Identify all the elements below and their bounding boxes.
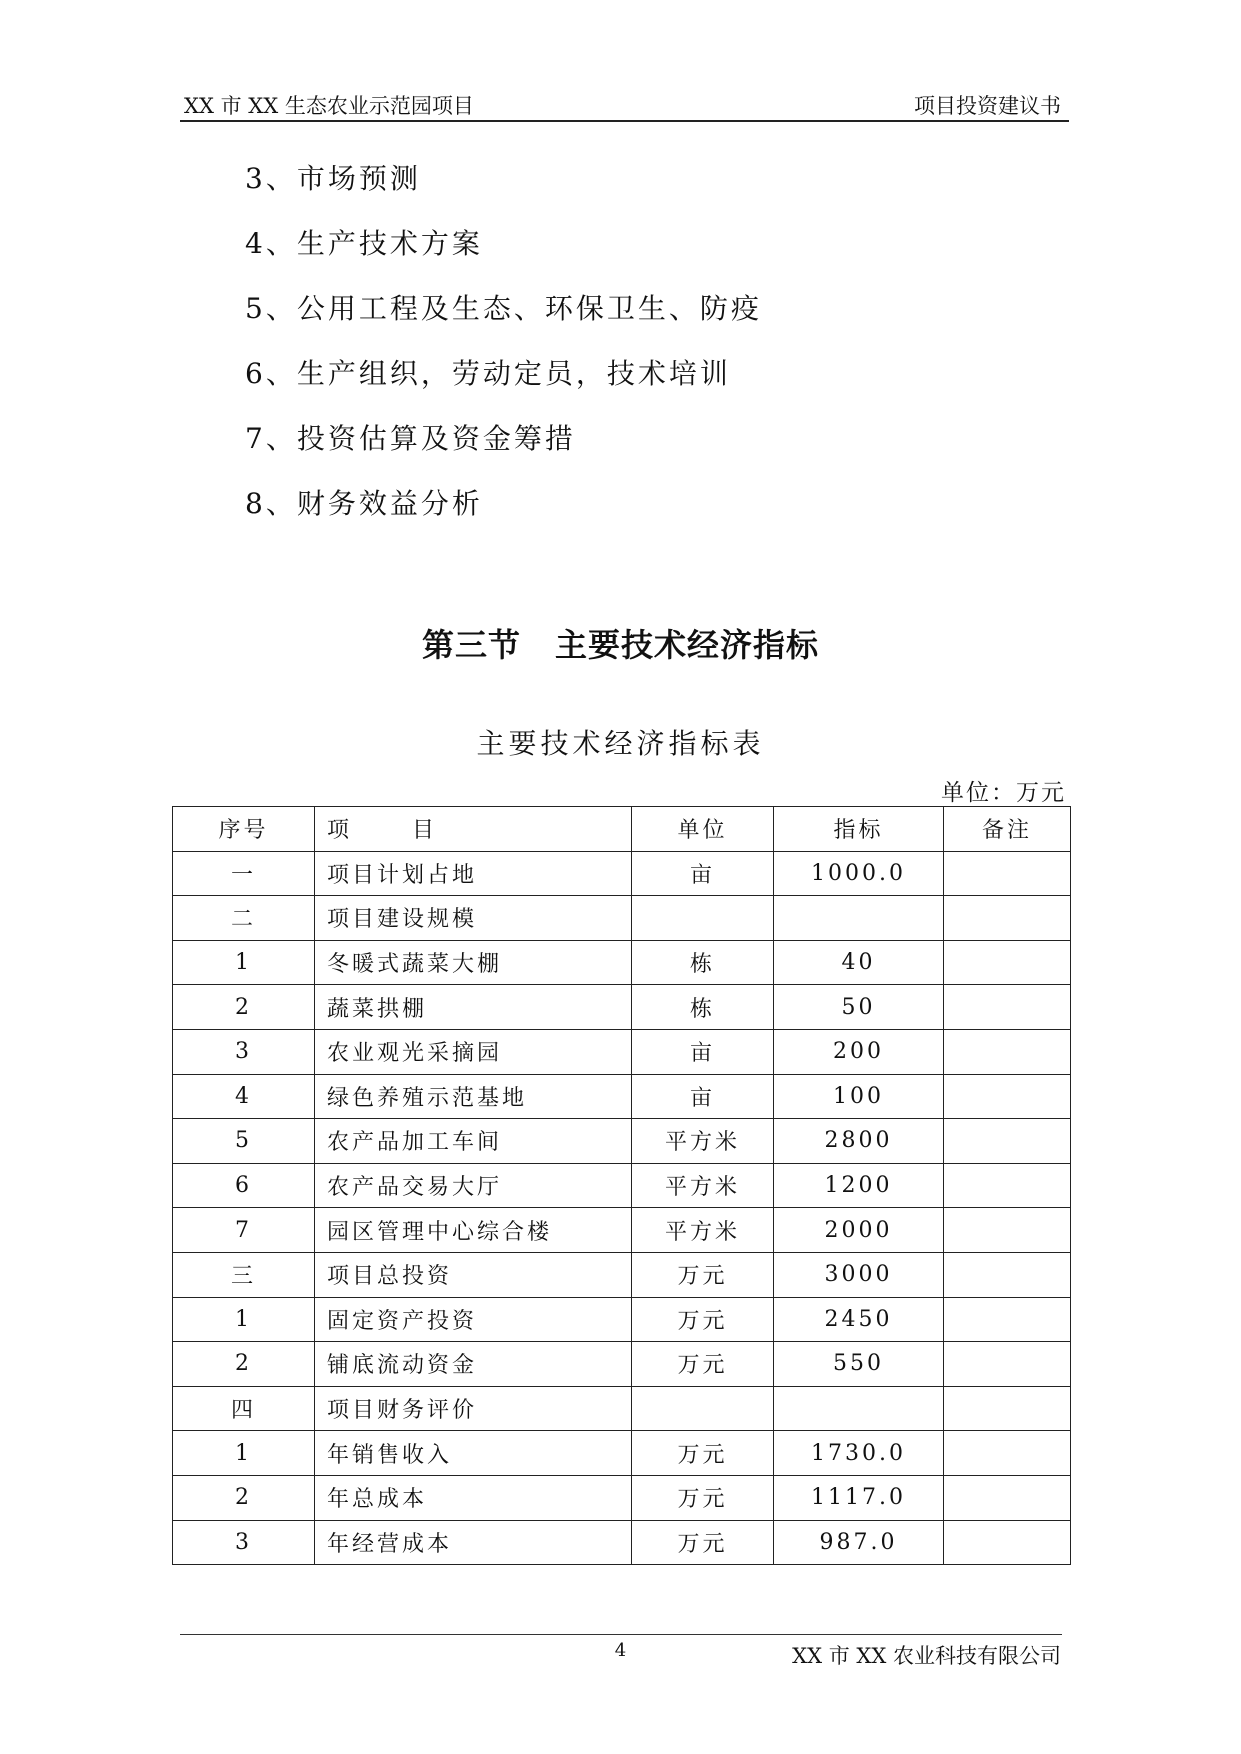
cell-item: 年总成本: [315, 1475, 632, 1520]
table-row: [173, 940, 1071, 985]
cell-item: 绿色养殖示范基地: [315, 1074, 632, 1119]
toc-list: [245, 160, 762, 550]
cell-unit: 栋: [632, 985, 774, 1030]
cell-note: [944, 1431, 1071, 1476]
page-header: [180, 86, 1069, 122]
cell-item: 园区管理中心综合楼: [315, 1208, 632, 1253]
header-item: [315, 807, 632, 852]
cell-no: 3: [173, 1029, 315, 1074]
header-item-a: 项: [327, 818, 353, 844]
cell-item: 年经营成本: [315, 1520, 632, 1565]
cell-note: [944, 1252, 1071, 1297]
toc-item: 6、生产组织，劳动定员，技术培训: [245, 357, 731, 390]
indicator-table: [172, 806, 1071, 1565]
cell-note: [944, 1163, 1071, 1208]
cell-unit: 万元: [632, 1342, 774, 1387]
cell-item: 蔬菜拱棚: [315, 985, 632, 1030]
cell-unit: 亩: [632, 851, 774, 896]
cell-no: 一: [173, 851, 315, 896]
table-row: [173, 1520, 1071, 1565]
toc-item: 4、生产技术方案: [245, 227, 483, 260]
table-row: [173, 1163, 1071, 1208]
cell-item: 项目计划占地: [315, 851, 632, 896]
cell-no: 5: [173, 1119, 315, 1164]
cell-item: 固定资产投资: [315, 1297, 632, 1342]
header-project-title: XX 市 XX 生态农业示范园项目: [184, 94, 474, 118]
table-row: [173, 1342, 1071, 1387]
header-value: 指标: [774, 807, 944, 852]
cell-value: 550: [774, 1342, 944, 1387]
cell-item: 农业观光采摘园: [315, 1029, 632, 1074]
cell-value: 2450: [774, 1297, 944, 1342]
cell-value: 1117.0: [774, 1475, 944, 1520]
cell-unit: 万元: [632, 1297, 774, 1342]
cell-no: 3: [173, 1520, 315, 1565]
table-row: [173, 896, 1071, 941]
cell-item: 项目总投资: [315, 1252, 632, 1297]
cell-value: 2800: [774, 1119, 944, 1164]
cell-no: 2: [173, 985, 315, 1030]
cell-unit: 万元: [632, 1475, 774, 1520]
cell-unit: [632, 1386, 774, 1431]
cell-item: 年销售收入: [315, 1431, 632, 1476]
cell-note: [944, 851, 1071, 896]
header-doc-type: 项目投资建议书: [914, 94, 1061, 118]
cell-value: 40: [774, 940, 944, 985]
cell-no: 7: [173, 1208, 315, 1253]
table-row: [173, 1208, 1071, 1253]
cell-note: [944, 1475, 1071, 1520]
table-header-row: [173, 807, 1071, 852]
header-unit: 单位: [632, 807, 774, 852]
section-name: 主要技术经济指标: [555, 626, 820, 664]
cell-value: 200: [774, 1029, 944, 1074]
table-row: [173, 1431, 1071, 1476]
table-row: [173, 851, 1071, 896]
table-row: [173, 1386, 1071, 1431]
toc-item: 7、投资估算及资金筹措: [245, 422, 576, 455]
cell-no: 三: [173, 1252, 315, 1297]
table-row: [173, 1029, 1071, 1074]
cell-unit: 万元: [632, 1431, 774, 1476]
cell-unit: 万元: [632, 1520, 774, 1565]
table-row: [173, 1119, 1071, 1164]
cell-no: 二: [173, 896, 315, 941]
cell-value: 1000.0: [774, 851, 944, 896]
cell-note: [944, 940, 1071, 985]
cell-no: 1: [173, 940, 315, 985]
cell-unit: 万元: [632, 1252, 774, 1297]
cell-unit: 平方米: [632, 1208, 774, 1253]
table-body: [173, 851, 1071, 1565]
table-title: 主要技术经济指标表: [476, 727, 765, 760]
cell-no: 4: [173, 1074, 315, 1119]
cell-note: [944, 1074, 1071, 1119]
toc-item: 5、公用工程及生态、环保卫生、防疫: [245, 292, 762, 325]
cell-item: 农产品交易大厅: [315, 1163, 632, 1208]
cell-value: 100: [774, 1074, 944, 1119]
table-row: [173, 1252, 1071, 1297]
cell-item: 项目建设规模: [315, 896, 632, 941]
toc-item: 8、财务效益分析: [245, 487, 483, 520]
cell-item: 铺底流动资金: [315, 1342, 632, 1387]
footer-company: XX 市 XX 农业科技有限公司: [792, 1644, 1061, 1668]
cell-note: [944, 1520, 1071, 1565]
page-number: 4: [614, 1640, 627, 1661]
section-heading: [0, 620, 1241, 666]
cell-no: 1: [173, 1297, 315, 1342]
cell-no: 6: [173, 1163, 315, 1208]
cell-note: [944, 1208, 1071, 1253]
section-number: 第三节: [421, 626, 521, 664]
cell-unit: [632, 896, 774, 941]
table-row: [173, 985, 1071, 1030]
cell-value: [774, 1386, 944, 1431]
table-row: [173, 1475, 1071, 1520]
cell-value: 3000: [774, 1252, 944, 1297]
cell-unit: 平方米: [632, 1119, 774, 1164]
cell-no: 2: [173, 1342, 315, 1387]
cell-value: 987.0: [774, 1520, 944, 1565]
toc-item: 3、市场预测: [245, 162, 421, 195]
cell-unit: 亩: [632, 1029, 774, 1074]
cell-no: 1: [173, 1431, 315, 1476]
cell-note: [944, 1119, 1071, 1164]
footer-rule: [180, 1634, 1062, 1636]
header-item-b: 目: [412, 818, 438, 844]
table-row: [173, 1297, 1071, 1342]
cell-value: [774, 896, 944, 941]
cell-unit: 亩: [632, 1074, 774, 1119]
header-note: 备注: [944, 807, 1071, 852]
unit-note: 单位：万元: [941, 780, 1066, 806]
header-no: 序号: [173, 807, 315, 852]
cell-no: 2: [173, 1475, 315, 1520]
cell-note: [944, 1297, 1071, 1342]
cell-value: 1200: [774, 1163, 944, 1208]
table-row: [173, 1074, 1071, 1119]
cell-value: 2000: [774, 1208, 944, 1253]
cell-note: [944, 1386, 1071, 1431]
cell-value: 50: [774, 985, 944, 1030]
cell-note: [944, 1029, 1071, 1074]
cell-item: 冬暖式蔬菜大棚: [315, 940, 632, 985]
cell-unit: 平方米: [632, 1163, 774, 1208]
cell-note: [944, 1342, 1071, 1387]
cell-value: 1730.0: [774, 1431, 944, 1476]
cell-unit: 栋: [632, 940, 774, 985]
cell-note: [944, 896, 1071, 941]
cell-item: 项目财务评价: [315, 1386, 632, 1431]
cell-no: 四: [173, 1386, 315, 1431]
cell-item: 农产品加工车间: [315, 1119, 632, 1164]
cell-note: [944, 985, 1071, 1030]
